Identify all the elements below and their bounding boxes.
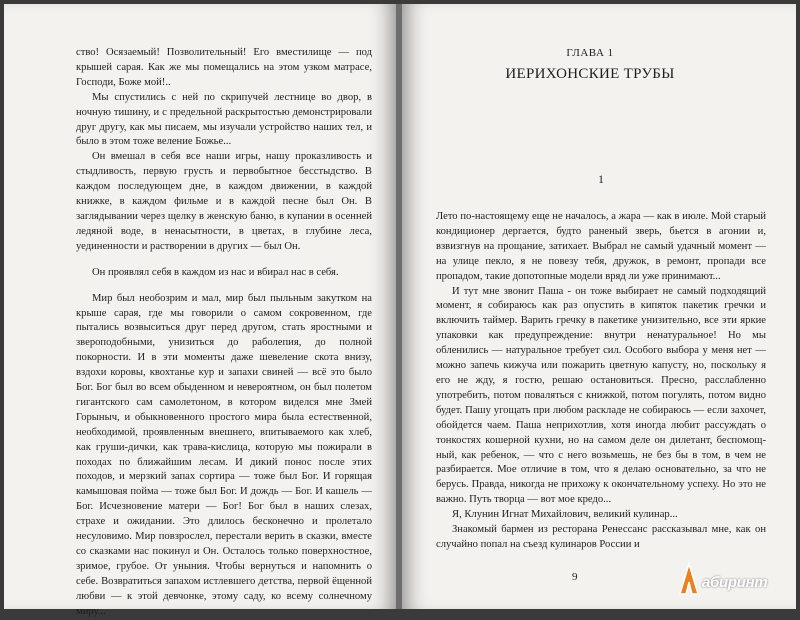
left-page-text (76, 46, 372, 620)
right-paragraph-3: Я, Клунин Игнат Михайлович, великий кулинар... (452, 509, 678, 521)
chapter-label: ГЛАВА 1 (566, 47, 614, 59)
left-page (4, 4, 396, 617)
watermark-text: абиринт (702, 574, 768, 591)
right-paragraph-2: И тут мне звонит Паша - он тоже выбирает не самый подходящий момент, я собираюсь как раз опустить в кипяток пакетик гречки и включить таймер. Варить гречку в пакетике унизительно, все эти яркие упаковки как предупреждение: внутри ненатуральное! Но мы обленились — натуральное требует сил. Особого выбора у меня нет — можно запечь кижуча или пожарить цветную капусту, но, поскольку я его не жду, я гостю, решаю остановиться. Пресно, расслабленно употребить, потом поваляться с книжкой, потом погулять, потом видно будет. Пашу угощать при любом раскладе не собираюсь — если захочет, обойдется чаем. Паша неприхотлив, хотя иногда любит рассуждать о тонкостях кошерной кухни, но на самом деле он дилетант, беспомощный, как ребенок, — что с него возьмешь, не без бы в том, в чем не разбирается. Мое отличие в том, что я делаю основательно, за что не берусь. Правда, никогда не прихожу к окончательному успеху. Но это не важно. Путь творца — вот мое кредо... (436, 285, 766, 506)
right-page (402, 4, 796, 609)
paragraph-gap (76, 281, 372, 292)
paragraph-gap (76, 255, 372, 266)
left-paragraph-2: Мы спустились с ней по скрипучей лестнице во двор, в ночную тишину, и с предельной раскрытостью демонстрировали друг другу, как мы писаем, мы изучали устройство наших тел, и было в этом тоже веление Божье... (76, 91, 372, 148)
left-paragraph-1: ство! Осязаемый! Позволительный! Его вместилище — под крышей сарая. Как же мы помещались на этом узком матрасе, Господи, Боже мой!.. (76, 47, 372, 88)
right-page-text (436, 46, 766, 553)
right-paragraph-4: Знакомый бармен из ресторана Ренессанс рассказывал мне, как он случайно попал на съезд кулинаров России и (436, 524, 766, 550)
chapter-title: ИЕРИХОНСКИЕ ТРУБЫ (505, 66, 675, 82)
section-number: 1 (598, 172, 604, 186)
labirint-watermark (678, 562, 790, 598)
left-paragraph-3: Он вмешал в себя все наши игры, нашу проказливость и стыдливость, первую грусть и первобытное бесстыдство. В каждом последующем дне, в каждом движении, в каждой книжке, в каждом фильме и в каждой песне был Он. В заглядывании через щелку в женскую баню, в купании в осенней ледяной воде, в ненасытности, в цветах, в глубине леса, уединенности и растворении в других — был Он. (76, 151, 372, 252)
left-paragraph-5: Мир был необозрим и мал, мир был пыльным закутком на крыше сарая, где мы говорили о самом сокровенном, где пытались возвыситься друг перед другом, стать яростными и звероподобными, унизиться до раболепия, до полной покорности. И в эти моменты даже шевеление скота внизу, вздохи коровы, квохтанье кур и запахи свиней — всё это было Бог. Бог был во всем обыденном и невероятном, он был полетом гигантского сам самолетоном, в котором виделся мне Змей Горыныч, и обыкновенного простого мира была естественной, необходимой, проявленным внешнего, впитываемого как хлеб, как груши-дички, как трава-кислица, которую мы пожирали в походах по ближайшим лесам. И дикий понос после этих походов, и мерзкий запах сортира — тоже был Бог. И горящая камышовая пойма — тоже был Бог. И дождь — Бог. И кашель — Бог. Исчезновение матери — Бог! Бог был в наших слезах, страхе и ожидании. Это длилось бесконечно и пролетало несуловимо. Мир повзрослел, перестали верить в сказки, вместе со сказками нас покинул и Он. Осталось только поверхностное, зримое, грубое. От уныния. Чтобы вернуться и напомнить о себе. Возвратиться запахом истлевшего детства, первой ёщенной любви — к этой девчонке, этому саду, ко всему солнечному миру... (76, 292, 372, 617)
right-paragraph-1: Лето по-настоящему еще не началось, а жара — как в июле. Мой старый кондиционер дергается, будто раненый зверь, бьется в агонии и, взвизгнув на прощание, затихает. Выбрал не самый удачный момент — на улице пекло, я не повезу тебя, дружок, в ремонт, пропади все пропадом, такие допотопные модели вряд ли уже принимают... (436, 211, 766, 282)
page-number: 9 (572, 571, 578, 583)
left-paragraph-4: Он проявлял себя в каждом из нас и вбирал нас в себя. (92, 266, 339, 278)
book-spread (4, 4, 796, 617)
labirint-logo-icon (678, 562, 700, 596)
